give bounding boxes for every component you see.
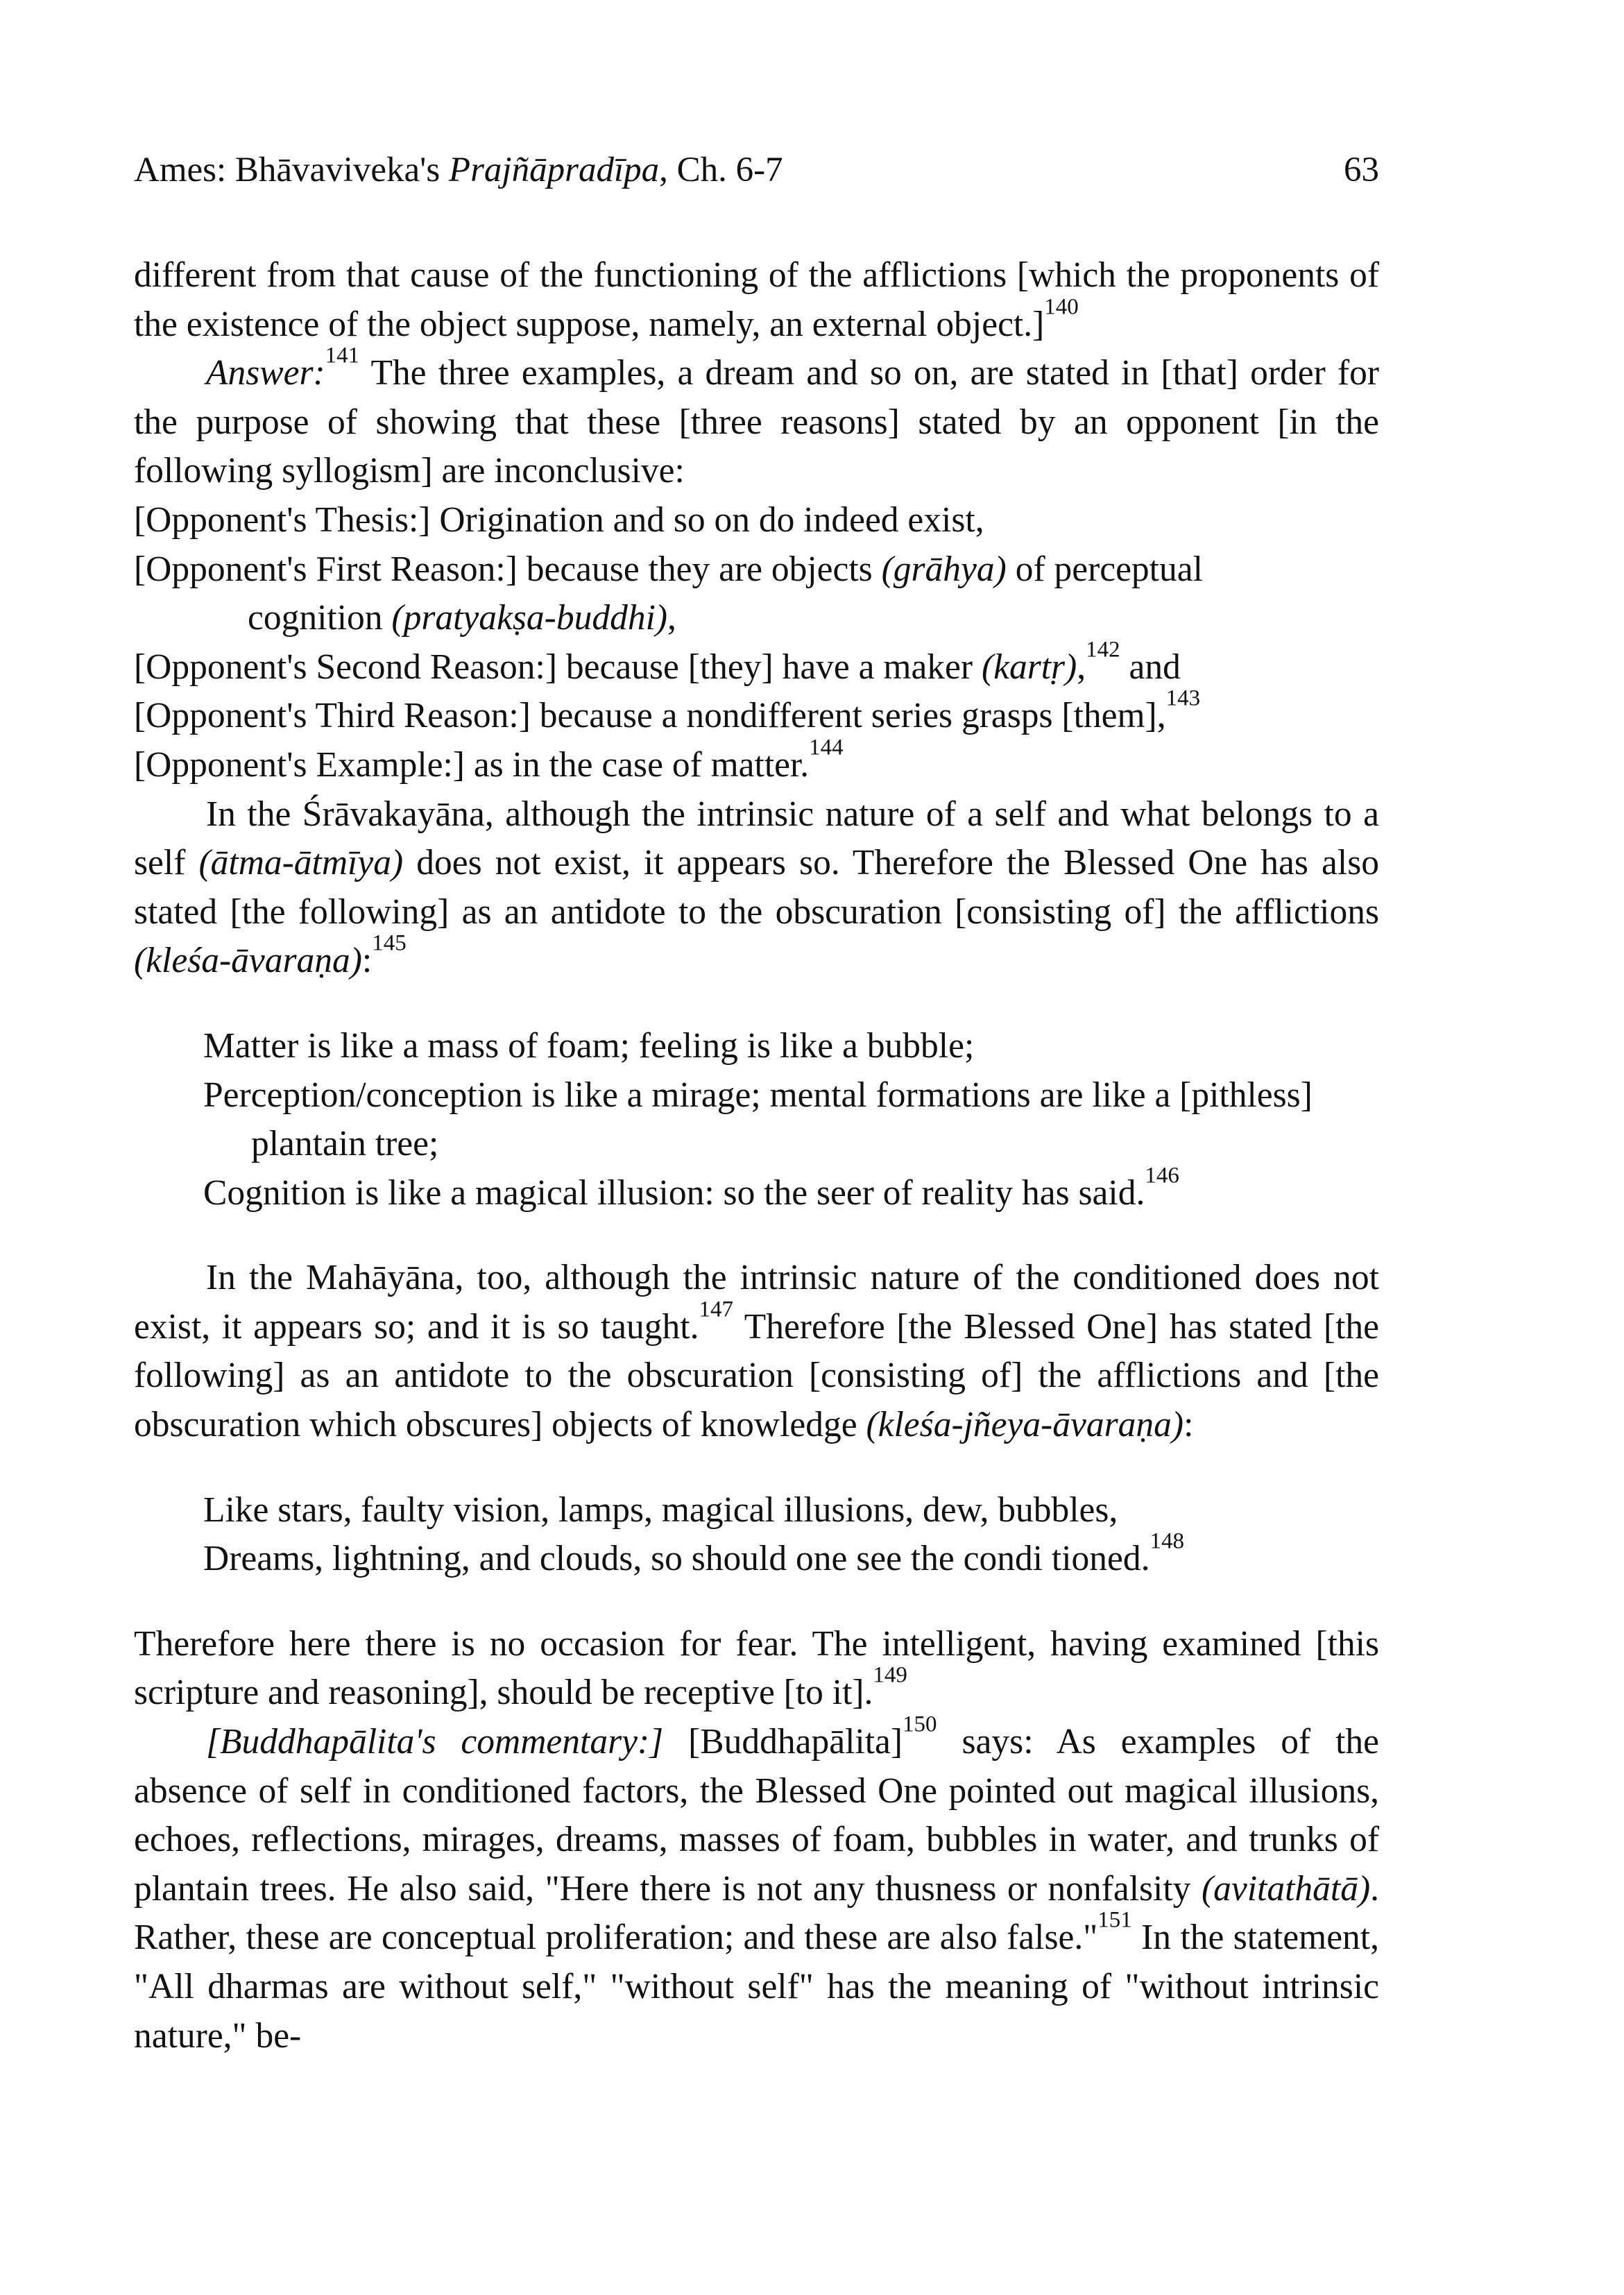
footnote-marker: 149 (873, 1663, 907, 1689)
syllogism-thesis: [Opponent's Thesis:] Origination and so on do indeed exist, (134, 500, 984, 540)
verse-block-2 (134, 1486, 1379, 1584)
footnote-marker: 145 (372, 930, 407, 956)
body-text (134, 251, 1379, 2061)
footnote-marker: 151 (1097, 1908, 1132, 1934)
footnote-marker: 144 (809, 735, 844, 760)
paragraph-continued: different from that cause of the functioning of the afflictions [which the proponents of the existence of the object suppose, namely, an external object.]$^{140}$ (134, 255, 1379, 344)
paragraph-buddhapalita: [Buddhapālita's commentary:] [Buddhapālita]$^{150}$ says: As examples of the absence of self in conditioned factors, the Blessed One pointed out magical illusions, echoes, reflections, mirages, dreams, masses of foam, bubbles in water, and trunks of plantain trees. He also said, "Here there is not any thusness or nonfalsity (avitathātā). Rather, these are conceptual proliferation; and these are also false."$^{151}$ In the statement, "All dharmas are without self," "without self" has the meaning of "without intrinsic nature," be- (134, 1712, 1379, 2056)
answer-label: Answer: (206, 353, 325, 393)
verse-block-1 (134, 1022, 1379, 1218)
footnote-marker: 141 (325, 343, 360, 368)
syllogism-first-reason-continued: cognition (pratyakṣa-buddhi), (248, 598, 676, 638)
footnote-marker: 146 (1145, 1163, 1179, 1188)
footnote-marker: 142 (1086, 637, 1120, 663)
syllogism-first-reason: [Opponent's First Reason:] because they are objects (grāhya) of perceptual (134, 549, 1203, 589)
work-title: Prajñāpradīpa (448, 151, 660, 189)
footnote-marker: 147 (699, 1297, 733, 1322)
running-head (134, 142, 1379, 198)
commentary-label: [Buddhapālita's commentary:] (206, 1722, 664, 1762)
syllogism-third-reason: [Opponent's Third Reason:] because a nondifferent series grasps [them],$^{143}$ (134, 686, 1201, 736)
syllogism (134, 496, 1379, 790)
verse-line: Matter is like a mass of foam; feeling is like a bubble; (203, 1025, 975, 1066)
footnote-marker: 148 (1149, 1528, 1185, 1554)
footnote-marker: 143 (1165, 686, 1201, 711)
syllogism-example: [Opponent's Example:] as in the case of matter.$^{144}$ (134, 735, 844, 785)
verse-line: Like stars, faulty vision, lamps, magical illusions, dew, bubbles, (203, 1490, 1118, 1530)
footnote-marker: 150 (903, 1712, 937, 1737)
running-title: Ames: Bhāvaviveka's Prajñāpradīpa, Ch. 6-7 (134, 151, 783, 189)
footnote-marker: 140 (1044, 294, 1079, 320)
paragraph-answer: Answer:$^{141}$ The three examples, a dream and so on, are stated in [that] order for the purpose of showing that these [three reasons] stated by an opponent [in the following syllogism] are inconclusive: (134, 343, 1379, 491)
page-number: 63 (1344, 151, 1379, 189)
verse-line: Perception/conception is like a mirage; mental formations are like a [pithless] plantain tree; (203, 1075, 1313, 1164)
verse-line: Cognition is like a magical illusion: so the seer of reality has said.$^{146}$ (203, 1163, 1179, 1213)
paragraph-sravakayana: In the Śrāvakayāna, although the intrinsic nature of a self and what belongs to a self (ātma-ātmīya) does not exist, it appears so. Therefore the Blessed One has also stated [the following] as an antidote to the obscuration [consisting of] the afflictions (kleśa-āvaraṇa):$^{145}$ (134, 794, 1380, 981)
paragraph-conclusion: Therefore here there is no occasion for fear. The intelligent, having examined [this scripture and reasoning], should be receptive [to it].$^{149}$ (134, 1623, 1379, 1713)
paragraph-mahayana: In the Mahāyāna, too, although the intrinsic nature of the conditioned does not exist, it appears so; and it is so taught.$^{147}$ Therefore [the Blessed One] has stated [the following] as an antidote to the obscuration [consisting of] the afflictions and [the obscuration which obscures] objects of knowledge (kleśa-jñeya-āvaraṇa): (134, 1258, 1380, 1445)
syllogism-second-reason: [Opponent's Second Reason:] because [they] have a maker (kartṛ),$^{142}$ and (134, 637, 1181, 687)
verse-line: Dreams, lightning, and clouds, so should one see the condi tioned.$^{148}$ (203, 1528, 1185, 1579)
